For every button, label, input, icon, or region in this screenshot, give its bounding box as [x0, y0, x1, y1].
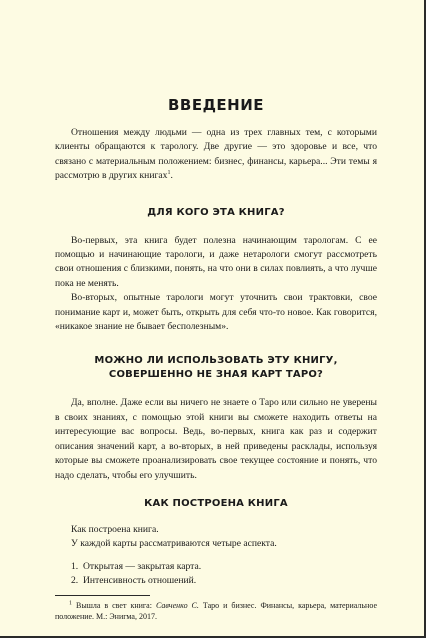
section-heading-no-knowledge: [55, 354, 377, 382]
list-item-number: 2.: [71, 575, 79, 587]
page-title: ВВЕДЕНИЕ: [167, 96, 265, 114]
list-item-text: Интенсивность отношений.: [83, 575, 197, 587]
footnote-divider: [55, 595, 150, 596]
footnote-prefix: Вышла в свет книга:: [72, 600, 156, 610]
section-heading-structure: КАК ПОСТРОЕНА КНИГА: [144, 497, 288, 509]
heading-line-2: СОВЕРШЕННО НЕ ЗНАЯ КАРТ ТАРО?: [108, 369, 324, 381]
footnote: [55, 600, 377, 623]
list-item-number: 1.: [71, 560, 79, 572]
footnote-reference[interactable]: 1: [167, 170, 171, 177]
page-content: [55, 96, 377, 623]
footnote-text: Таро и бизнес. Финансы, карьера, материальное положение. М.: Энигма, 2017.: [55, 600, 377, 622]
intro-paragraph: Отношения между людьми — одна из трех главных тем, с которыми клиенты обращаются к тарологу. Две другие — это здоровье и все, что связано с материальным положением: бизнес, финансы, карьера... Эти темы я рассмотрю в других книгах$^1$.: [55, 127, 377, 182]
no-knowledge-paragraph: Да, вполне. Даже если вы ничего не знаете о Таро или сильно не уверены в своих знаниях, с помощью этой книги вы сможете находить ответы на интересующие вас вопросы. Ведь, во-первых, книга как раз и содержит описания значений карт, а во-вторых, в ней приведены расклады, используя которые вы сможете проанализировать свое текущее состояние и понять, что надо сделать, чтобы его улучшить.: [55, 397, 377, 481]
intro-text: Отношения между людьми — одна из трех главных тем, с которыми клиенты обращаются к тарологу. Две другие — это здоровье и все, что связано с материальным положением: бизнес, финансы, карьера... Эти темы я рассмотрю в других книгах: [55, 127, 377, 182]
structure-paragraph-1: Как построена книга.: [71, 523, 159, 535]
list-item: [71, 574, 377, 588]
audience-paragraph-2: Во-вторых, опытные тарологи могут уточнить свои трактовки, свое понимание карт и, может быть, открыть для себя что-то новое. Как говорится, «никакое знание не бывает бесполезным».: [55, 292, 377, 333]
footnote-mark: 1: [69, 599, 72, 606]
heading-line-1: МОЖНО ЛИ ИСПОЛЬЗОВАТЬ ЭТУ КНИГУ,: [94, 355, 338, 367]
audience-paragraph-1: Во-первых, эта книга будет полезна начинающим тарологам. С ее помощью и начинающие тарологи, и даже нетарологи смогут рассмотреть свои отношения с близкими, понять, на что они в силах повлиять, а что лучше пока не менять.: [55, 234, 377, 289]
structure-paragraph-2: У каждой карты рассматриваются четыре аспекта.: [71, 538, 277, 550]
list-item-text: Открытая — закрытая карта.: [83, 560, 202, 572]
list-item: [71, 560, 377, 574]
section-heading-audience: ДЛЯ КОГО ЭТА КНИГА?: [147, 206, 285, 218]
footnote-author: Савченко С.: [155, 600, 199, 610]
aspects-list: [71, 560, 377, 589]
